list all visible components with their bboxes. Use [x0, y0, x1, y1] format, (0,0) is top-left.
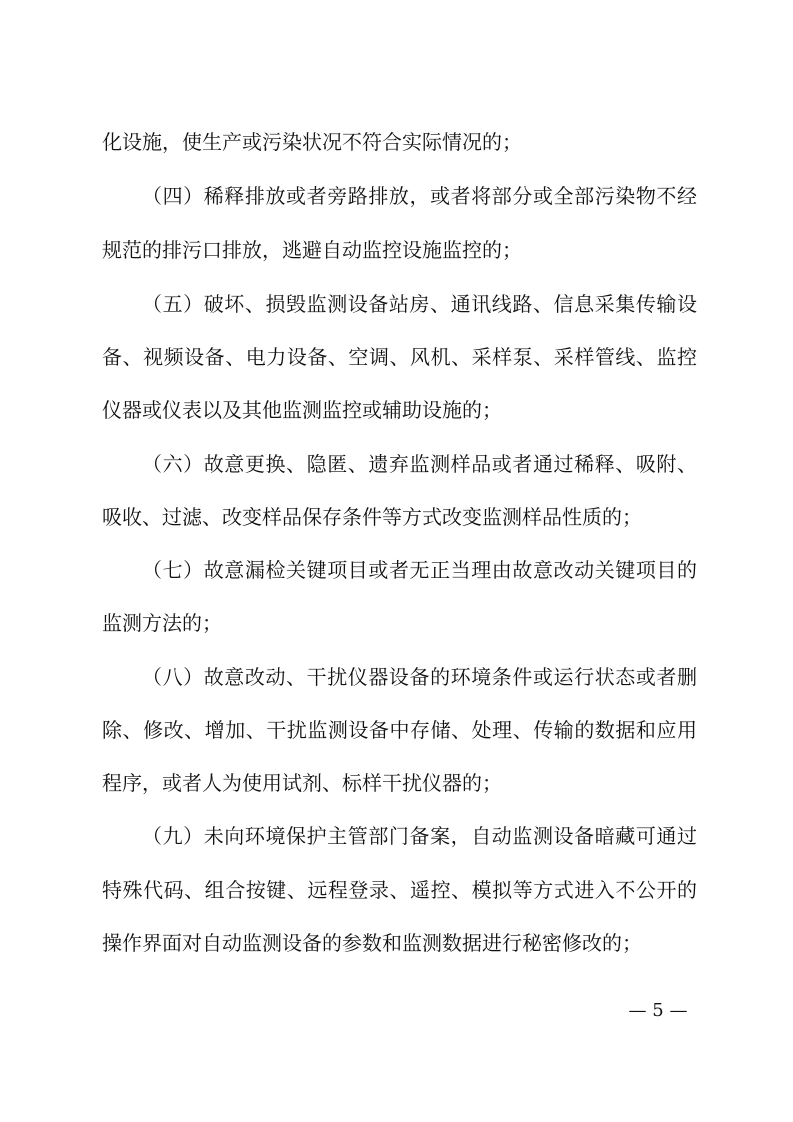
clause-9-line: （九）未向环境保护主管部门备案，自动监测设备暗藏可通过: [142, 824, 697, 848]
clause-4-line: （四）稀释排放或者旁路排放，或者将部分或全部污染物不经: [142, 184, 697, 208]
clause-7-line: （七）故意漏检关键项目或者无正当理由故意改动关键项目的: [142, 558, 697, 582]
text-line: 化设施，使生产或污染状况不符合实际情况的；: [102, 130, 522, 154]
text-line: 监测方法的；: [102, 611, 222, 635]
text-line: 操作界面对自动监测设备的参数和监测数据进行秘密修改的；: [102, 931, 642, 955]
text-line: 程序，或者人为使用试剂、标样干扰仪器的；: [102, 771, 502, 795]
clause-8-line: （八）故意改动、干扰仪器设备的环境条件或运行状态或者删: [142, 665, 697, 689]
clause-6-line: （六）故意更换、隐匿、遗弃监测样品或者通过稀释、吸附、: [142, 452, 697, 476]
text-line: 除、修改、增加、干扰监测设备中存储、处理、传输的数据和应用: [102, 718, 697, 742]
text-line: 规范的排污口排放，逃避自动监控设施监控的；: [102, 238, 522, 262]
clause-5-line: （五）破坏、损毁监测设备站房、通讯线路、信息采集传输设: [142, 292, 697, 316]
page-number: — 5 —: [628, 1000, 688, 1021]
text-line: 仪器或仪表以及其他监测监控或辅助设施的；: [102, 398, 502, 422]
text-line: 特殊代码、组合按键、远程登录、遥控、模拟等方式进入不公开的: [102, 878, 697, 902]
text-line: 吸收、过滤、改变样品保存条件等方式改变监测样品性质的；: [102, 505, 642, 529]
text-line: 备、视频设备、电力设备、空调、风机、采样泵、采样管线、监控: [102, 345, 697, 369]
